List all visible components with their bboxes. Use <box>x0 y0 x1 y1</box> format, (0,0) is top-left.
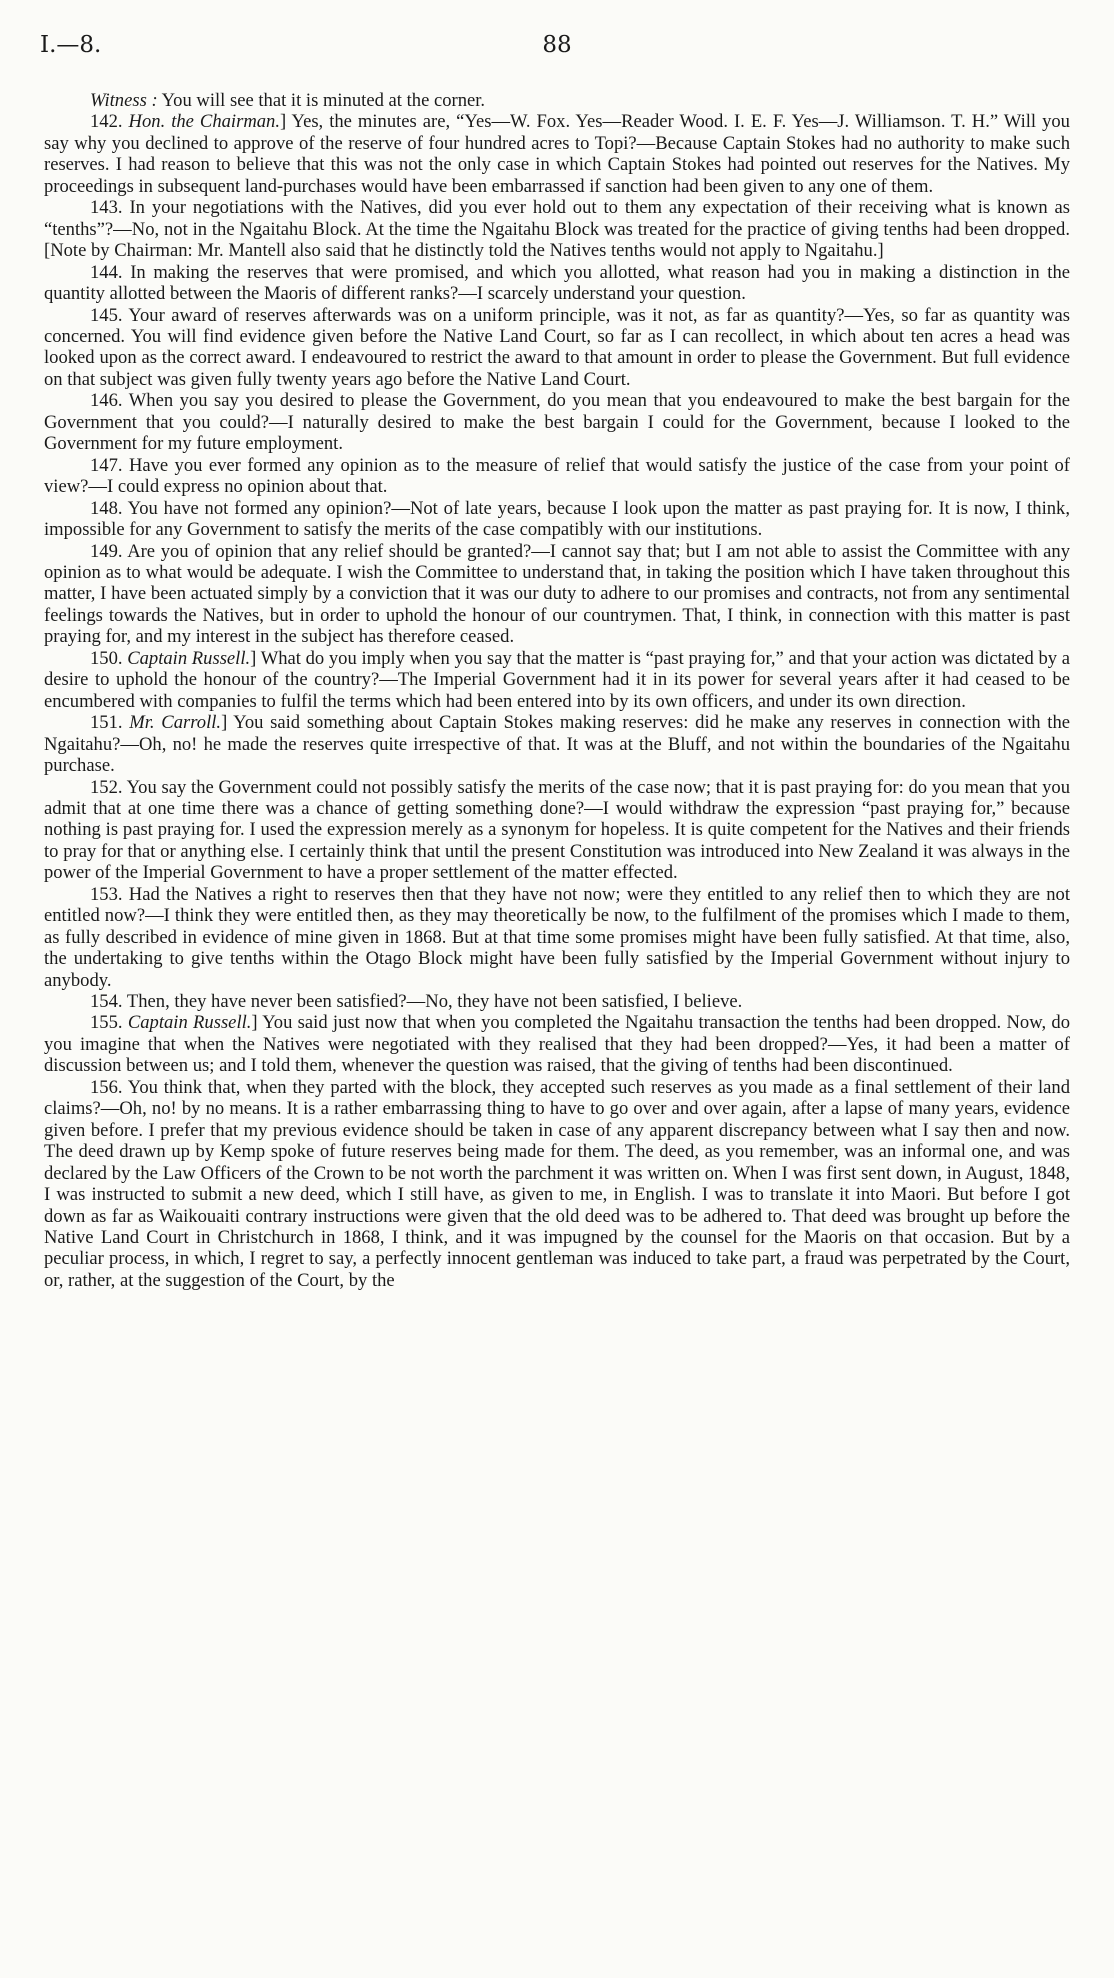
question-145 <box>44 305 1070 391</box>
question-152 <box>44 777 1070 884</box>
question-number: 156. <box>90 1076 123 1098</box>
question-143 <box>44 197 1070 261</box>
question-number: 142. <box>90 111 123 133</box>
question-153 <box>44 884 1070 991</box>
paragraph-text: In your negotiations with the Natives, did you ever hold out to them any expectation of their receiving what is known as “tenths”?—No, not in the Ngaitahu Block. At the time the Ngaitahu Block was treated for the practice of giving tenths had been dropped. [Note by Chairman: Mr. Mantell also said that he distinctly told the Natives tenths would not apply to Ngaitahu.] <box>44 197 1070 262</box>
paragraph-text: You say the Government could not possibly satisfy the merits of the case now; that it is past praying for: do you mean that you admit that at one time there was a chance of getting something done?—I would withdraw the expression “past praying for,” because nothing is past praying for. I used the expression merely as a synonym for hopeless. It is quite competent for the Natives and their friends to pray for that or anything else. I certainly think that until the present Constitution was introduced into New Zealand it was always in the power of the Imperial Government to have a proper settlement of the matter effected. <box>44 776 1070 884</box>
question-144 <box>44 262 1070 305</box>
question-number: 155. <box>90 1012 123 1034</box>
paragraph-text: In making the reserves that were promised, and which you allotted, what reason had you in making a distinction in the quantity allotted between the Maoris of different ranks?—I scarcely understand your question. <box>44 261 1070 305</box>
question-number: 151. <box>90 712 123 734</box>
question-number: 147. <box>90 454 123 476</box>
page-number: 88 <box>542 32 572 58</box>
question-151 <box>44 712 1070 776</box>
question-number: 152. <box>90 776 123 798</box>
document-reference: I.—8. <box>40 32 102 58</box>
question-number: 148. <box>90 497 123 519</box>
question-150 <box>44 648 1070 712</box>
paragraph-text: Had the Natives a right to reserves then that they have not now; were they entitled to any relief then to which they are not entitled now?—I think they were entitled then, as they may theoretically be now, to the fulfilment of the promises which I made to them, as fully described in evidence of mine given in 1868. But at that time some promises might have been fully satisfied. At that time, also, the undertaking to give tenths within the Otago Block might have been fully satisfied by the Imperial Government without injury to anybody. <box>44 883 1070 991</box>
question-156 <box>44 1077 1070 1292</box>
paragraph-text: Have you ever formed any opinion as to the measure of relief that would satisfy the justice of the case from your point of view?—I could express no opinion about that. <box>44 454 1070 498</box>
question-number: 145. <box>90 304 123 326</box>
question-148 <box>44 498 1070 541</box>
speaker: Hon. the Chairman. <box>128 111 280 133</box>
question-number: 143. <box>90 197 123 219</box>
paragraph-text: When you say you desired to please the Government, do you mean that you endeavoured to make the best bargain for the Government that you could?—I naturally desired to make the best bargain I could for the Government, because I looked to the Government for my future employment. <box>44 390 1071 455</box>
paragraph-text: ] What do you imply when you say that the matter is “past praying for,” and that your action was dictated by a desire to uphold the honour of the country?—The Imperial Government had it in its power for several years after it had ceased to be encumbered with companies to fulfil the terms which had been entered into by its own officers, and under its own direction. <box>44 647 1070 712</box>
question-number: 144. <box>90 261 123 283</box>
question-147 <box>44 455 1070 498</box>
question-155 <box>44 1012 1070 1076</box>
paragraph-text: Your award of reserves afterwards was on a uniform principle, was it not, as far as quantity?—Yes, so far as quantity was concerned. You will find evidence given before the Native Land Court, so far as I can recollect, in which about ten acres a head was looked upon as the correct award. I endeavoured to restrict the award to that amount in order to please the Government. But full evidence on that subject was given fully twenty years ago before the Native Land Court. <box>44 304 1070 390</box>
minutes-body <box>44 90 1070 1291</box>
speaker: Captain Russell. <box>127 1012 252 1034</box>
speaker: Captain Russell. <box>127 647 251 669</box>
paragraph-text: You think that, when they parted with the block, they accepted such reserves as you made as a final settlement of their land claims?—Oh, no! by no means. It is a rather embarrassing thing to have to go over and over again, after a lapse of many years, evidence given before. I prefer that my previous evidence should be taken in case of any apparent discrepancy between what I say then and now. The deed drawn up by Kemp spoke of future reserves being made for them. The deed, as you remember, was an informal one, and was declared by the Law Officers of the Crown to be not worth the parchment it was written on. When I was first sent down, in August, 1848, I was instructed to submit a new deed, which I still have, as given to me, in English. I was to translate it into Maori. But before I got down as far as Waikouaiti contrary instructions were given that the old deed was to be adhered to. That deed was brought up before the Native Land Court in Christchurch in 1868, I think, and it was impugned by the counsel for the Maoris on that occasion. But by a peculiar process, in which, I regret to say, a perfectly innocent gentleman was induced to take part, a fraud was perpetrated by the Court, or, rather, at the suggestion of the Court, by the <box>44 1076 1070 1291</box>
question-number: 149. <box>90 540 123 562</box>
question-number: 146. <box>90 390 123 412</box>
speaker: Witness : <box>90 90 158 111</box>
paragraph-text: ] You said just now that when you completed the Ngaitahu transaction the tenths had been dropped. Now, do you imagine that when the Natives were negotiated with they realised that they had been dropped?—Yes, it had been a matter of discussion between us; and I told them, whenever the question was raised, that the giving of tenths had been discontinued. <box>44 1012 1070 1077</box>
paragraph-text: You will see that it is minuted at the corner. <box>157 90 486 111</box>
page-header <box>40 32 1074 66</box>
speaker: Mr. Carroll. <box>129 712 222 734</box>
question-154 <box>44 991 1070 1012</box>
paragraph-witness <box>44 90 1070 111</box>
question-number: 153. <box>90 883 123 905</box>
question-142 <box>44 111 1070 197</box>
paragraph-text: Then, they have never been satisfied?—No, they have not been satisfied, I believe. <box>126 991 743 1013</box>
paragraph-text: You have not formed any opinion?—Not of late years, because I look upon the matter as past praying for. It is now, I think, impossible for any Government to satisfy the merits of the case compatibly with our institutions. <box>44 497 1070 541</box>
question-146 <box>44 390 1070 454</box>
question-149 <box>44 541 1070 648</box>
paragraph-text: ] Yes, the minutes are, “Yes—W. Fox. Yes—Reader Wood. I. E. F. Yes—J. Williamson. T. H.” Will you say why you declined to approve of the reserve of four hundred acres to Topi?—Because Captain Stokes had no authority to make such reserves. I had reason to believe that this was not the only case in which Captain Stokes had pointed out reserves for the Natives. My proceedings in subsequent land-purchases would have been embarrassed if sanction had been given to any one of them. <box>44 111 1070 197</box>
paragraph-text: ] You said something about Captain Stokes making reserves: did he make any reserves in connection with the Ngaitahu?—Oh, no! he made the reserves quite irrespective of that. It was at the Bluff, and not within the boundaries of the Ngaitahu purchase. <box>44 712 1070 777</box>
question-number: 150. <box>90 647 123 669</box>
question-number: 154. <box>90 991 123 1013</box>
paragraph-text: Are you of opinion that any relief should be granted?—I cannot say that; but I am not able to assist the Committee with any opinion as to what would be adequate. I wish the Committee to understand that, in taking the position which I have taken throughout this matter, I have been actuated simply by a conviction that it was our duty to adhere to our promises and contracts, not from any sentimental feelings towards the Natives, but in order to uphold the honour of our countrymen. That, I think, in connection with this matter is past praying for, and my interest in the subject has therefore ceased. <box>44 540 1071 648</box>
